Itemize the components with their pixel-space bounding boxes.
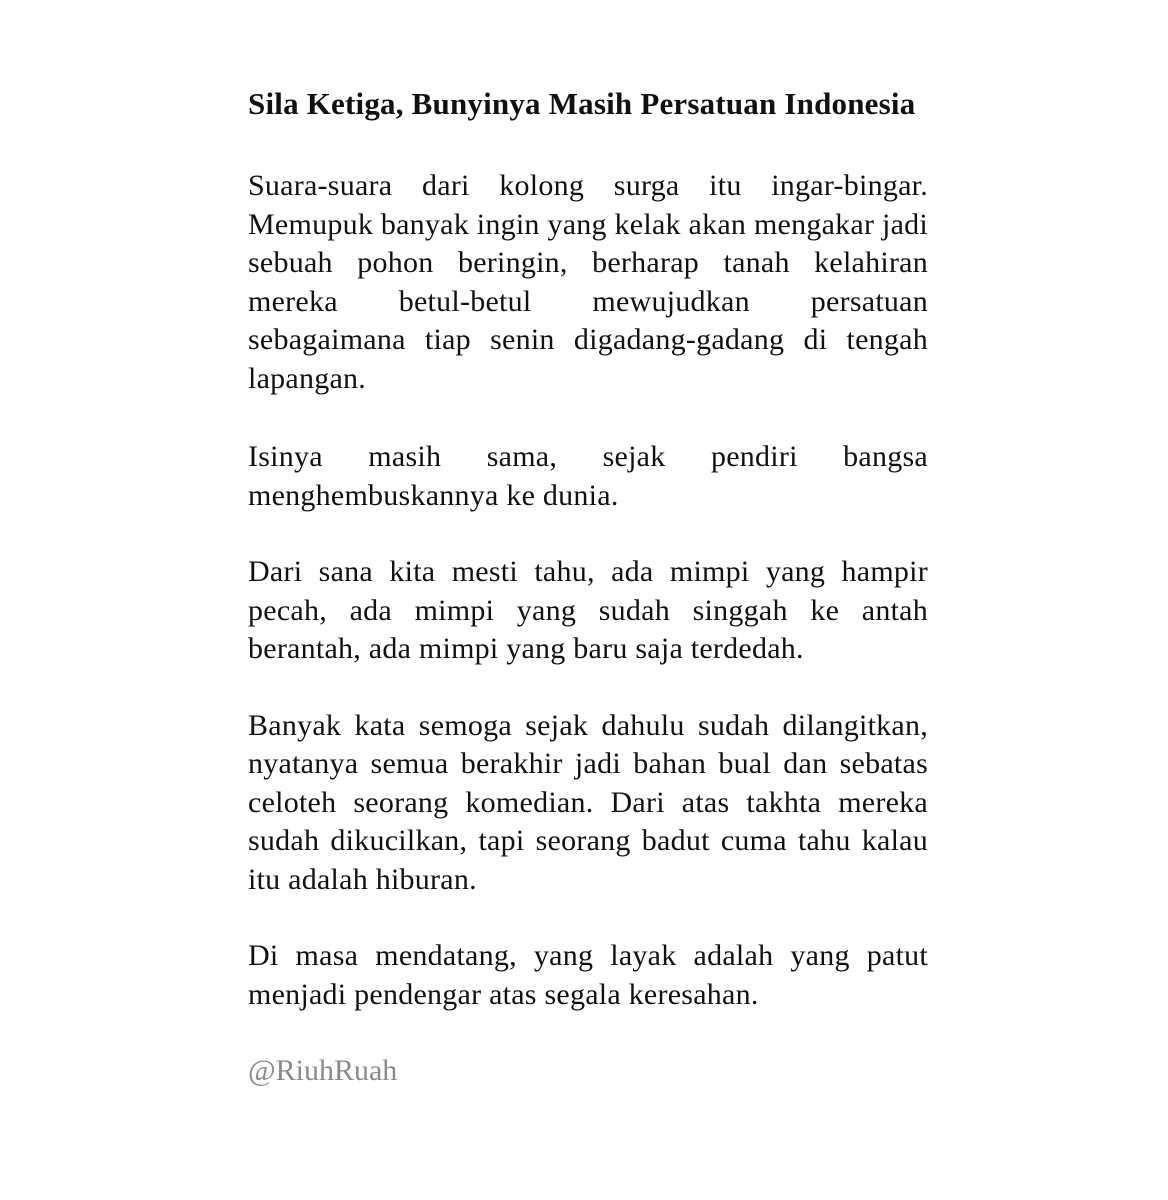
paragraph-3: Dari sana kita mesti tahu, ada mimpi yang hampir pecah, ada mimpi yang sudah singgah ke antah berantah, ada mimpi yang baru saja terdedah. <box>248 555 928 665</box>
author-handle: @RiuhRuah <box>248 1054 398 1087</box>
paragraph-2: Isinya masih sama, sejak pendiri bangsa menghembuskannya ke dunia. <box>248 440 928 512</box>
paragraph-1: Suara-suara dari kolong surga itu ingar-bingar. Memupuk banyak ingin yang kelak akan mengakar jadi sebuah pohon beringin, berharap tanah kelahiran mereka betul-betul mewujudkan persatuan sebagaimana tiap senin digadang-gadang di tengah lapangan. <box>248 169 928 395</box>
article-title: Sila Ketiga, Bunyinya Masih Persatuan Indonesia <box>248 86 916 121</box>
paragraph-5: Di masa mendatang, yang layak adalah yang patut menjadi pendengar atas segala keresahan. <box>248 939 928 1011</box>
paragraph-4: Banyak kata semoga sejak dahulu sudah dilangitkan, nyatanya semua berakhir jadi bahan bual dan sebatas celoteh seorang komedian. Dari atas takhta mereka sudah dikucilkan, tapi seorang badut cuma tahu kalau itu adalah hiburan. <box>248 708 928 896</box>
article <box>248 84 928 1090</box>
